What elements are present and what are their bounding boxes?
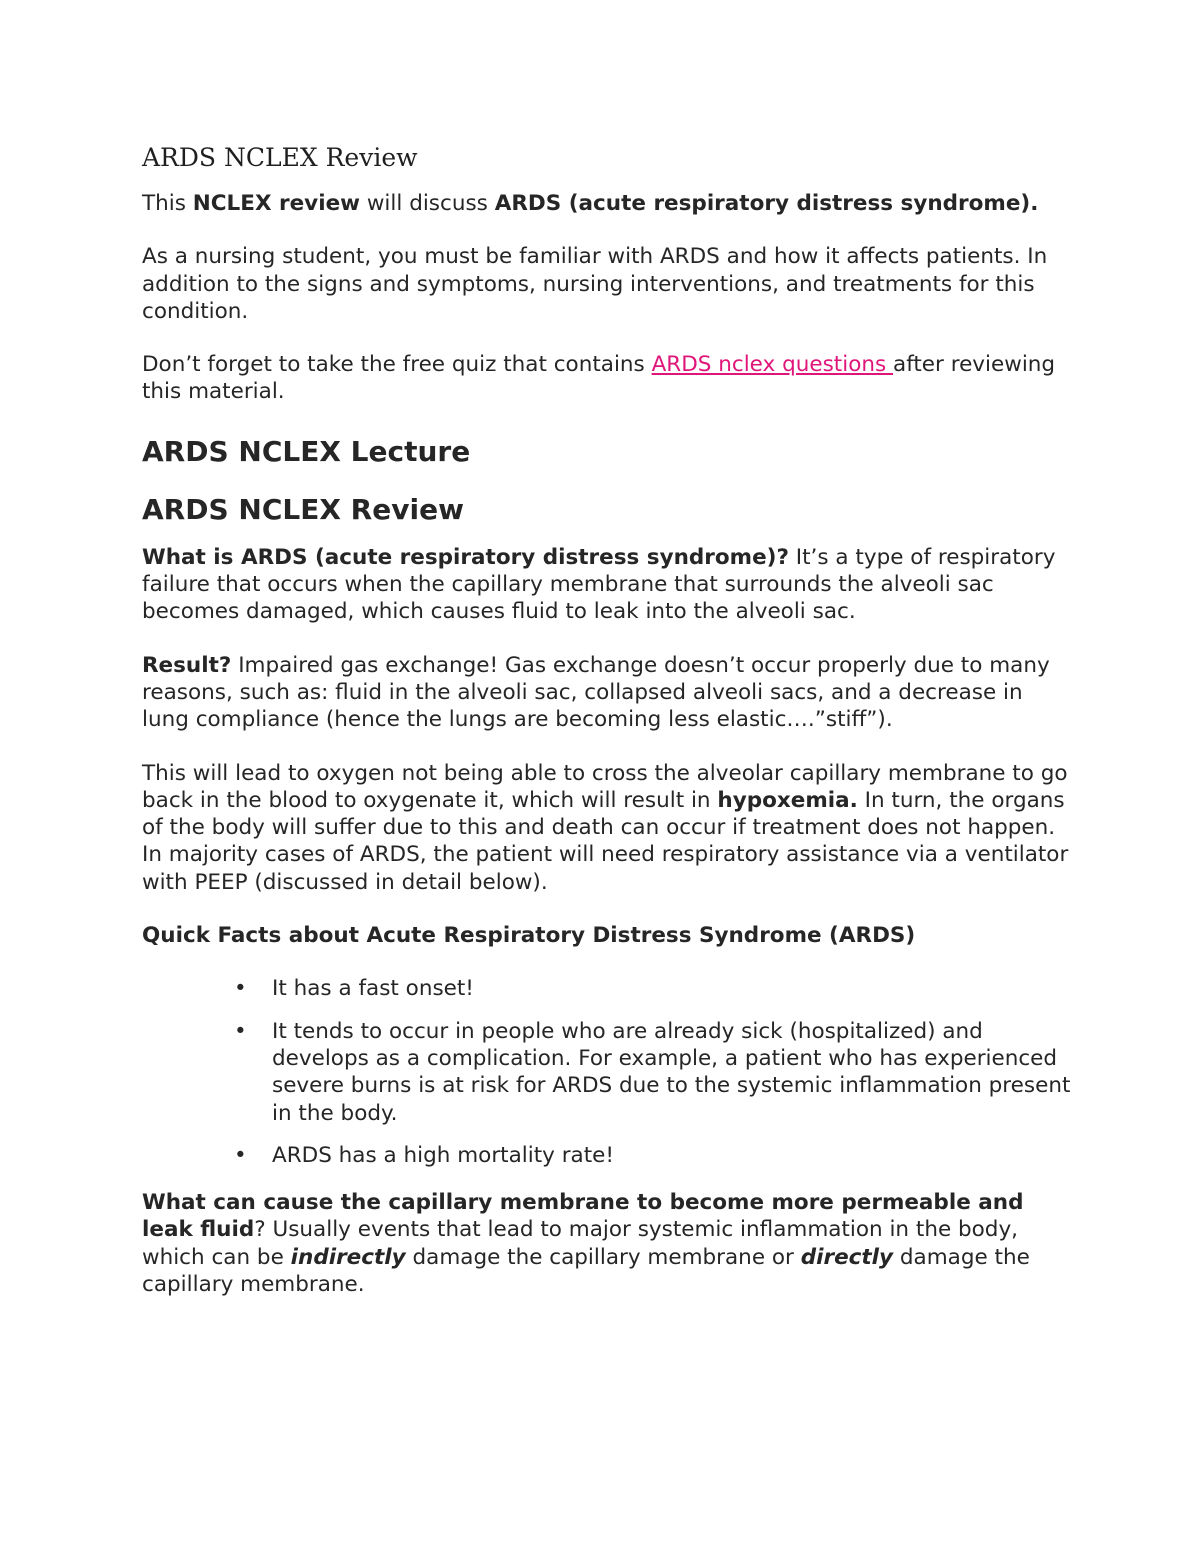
intro-bold-nclex-review: NCLEX review: [192, 191, 361, 216]
intro-text-2: will discuss: [360, 191, 495, 216]
hypoxemia-bold: hypoxemia.: [717, 787, 858, 813]
hypoxemia-text-1: This will lead to oxygen not being able to cross the alveolar capillary membrane to go back in the blood to oxygenate it, which will result in: [142, 760, 1068, 813]
document-title: ARDS NCLEX Review: [142, 143, 418, 172]
what-is-answer: It’s a type of respiratory failure that occurs when the capillary membrane that surrounds the alveoli sac becomes damaged, which causes fluid to leak into the alveoli sac.: [142, 544, 1056, 625]
cause-text-2: damage the capillary membrane or: [405, 1244, 801, 1270]
quiz-text-1: Don’t forget to take the free quiz that contains: [142, 352, 652, 378]
cause-question: What can cause the capillary membrane to become more permeable and leak fluid: [142, 1190, 1024, 1243]
quick-facts-list: [142, 975, 1072, 1169]
bullet-icon: •: [234, 976, 247, 1002]
result-text: Impaired gas exchange! Gas exchange doesn’t occur properly due to many reasons, such as: fluid in the alveoli sac, collapsed alveoli sacs, and a decrease in lung compliance (hence the lungs are becoming less elastic….”stiff”).: [142, 652, 1050, 733]
list-item-text: It tends to occur in people who are already sick (hospitalized) and develops as a complication. For example, a patient who has experienced severe burns is at risk for ARDS due to the systemic inflammation present in the body.: [272, 1018, 1071, 1126]
cause-directly: directly: [800, 1244, 894, 1270]
familiar-paragraph: As a nursing student, you must be familiar with ARDS and how it affects patients. In addition to the signs and symptoms, nursing interventions, and treatments for this condition.: [142, 244, 1048, 324]
ards-questions-link[interactable]: ARDS nclex questions: [651, 352, 894, 378]
intro-paragraph: [142, 190, 1072, 217]
result-label: Result?: [142, 652, 232, 678]
review-heading: ARDS NCLEX Review: [142, 492, 464, 526]
hypoxemia-paragraph: [142, 760, 1072, 896]
list-item: [142, 1018, 1072, 1127]
lecture-heading: ARDS NCLEX Lecture: [142, 434, 471, 468]
cause-text-3: damage the capillary membrane.: [142, 1244, 1030, 1298]
bullet-icon: •: [234, 1018, 247, 1044]
result-paragraph: [142, 652, 1072, 734]
cause-text-1: ? Usually events that lead to major systemic inflammation in the body, which can be: [142, 1217, 1019, 1270]
hypoxemia-text-2: In turn, the organs of the body will suffer due to this and death can occur if treatment does not happen. In majority cases of ARDS, the patient will need respiratory assistance via a ventilator with PEEP (discussed in detail below).: [142, 787, 1069, 895]
list-item-text: It has a fast onset!: [272, 976, 474, 1002]
what-is-paragraph: [142, 544, 1072, 626]
list-item: [142, 1142, 1072, 1169]
what-is-question: What is ARDS (acute respiratory distress syndrome)?: [142, 544, 789, 570]
quiz-paragraph: [142, 351, 1072, 406]
list-item: [142, 975, 1072, 1002]
quiz-text-2: after reviewing this material.: [142, 352, 1056, 405]
cause-indirectly: indirectly: [290, 1244, 406, 1270]
document-page: [142, 140, 1072, 1298]
intro-bold-ards: ARDS (acute respiratory distress syndrome).: [494, 191, 1039, 216]
cause-paragraph: [142, 1189, 1072, 1298]
quick-facts-heading: Quick Facts about Acute Respiratory Distress Syndrome (ARDS): [142, 923, 916, 949]
list-item-text: ARDS has a high mortality rate!: [272, 1142, 615, 1168]
intro-text-1: This: [142, 191, 193, 216]
bullet-icon: •: [234, 1142, 247, 1168]
